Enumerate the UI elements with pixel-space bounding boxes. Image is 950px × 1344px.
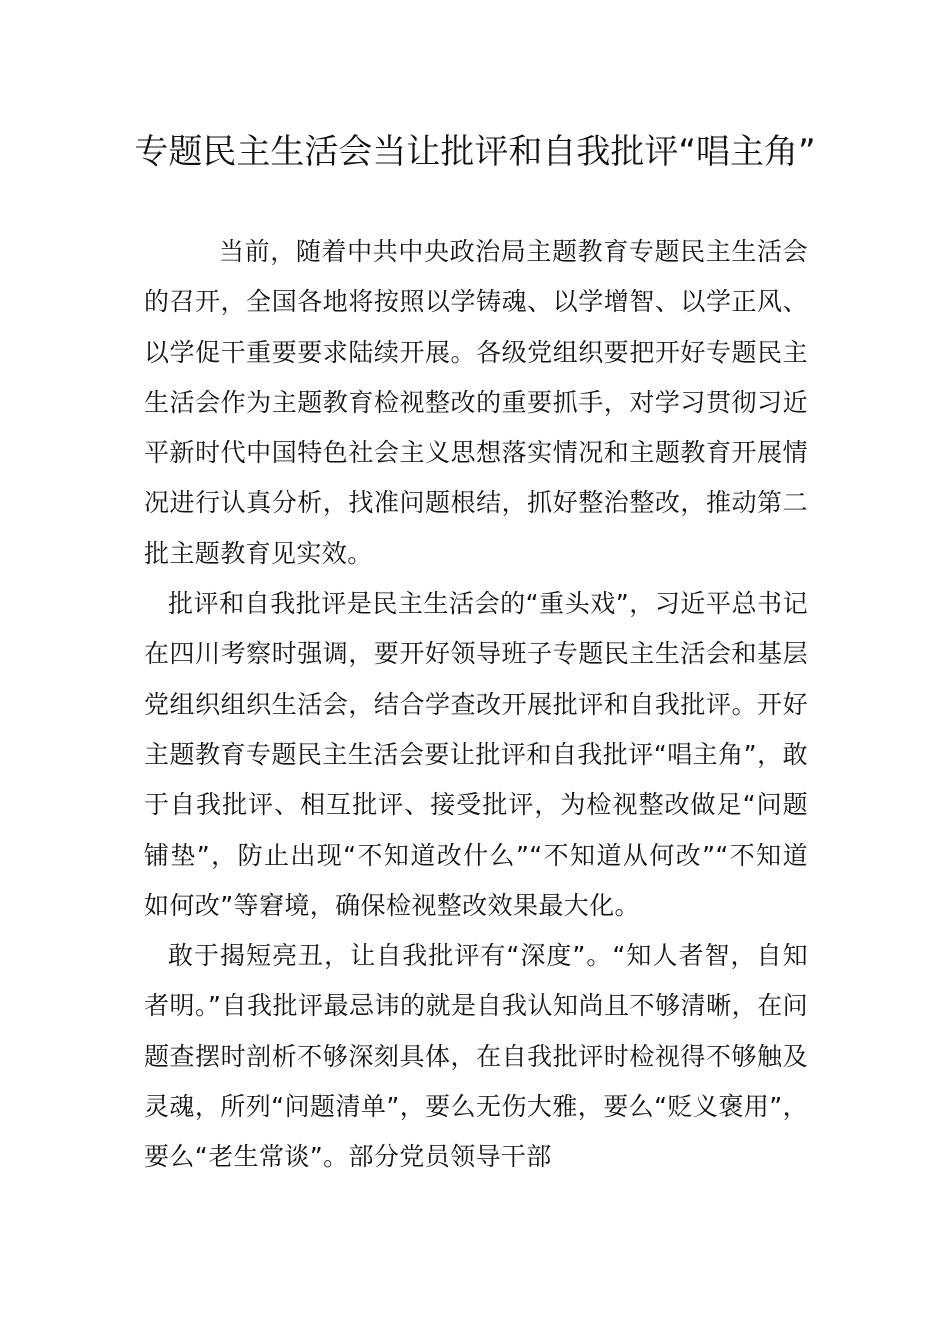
document-title: 专题民主生活会当让批评和自我批评“唱主角”: [134, 132, 816, 172]
document-body: [144, 227, 808, 1183]
paragraph-intro: 当前，随着中共中央政治局主题教育专题民主生活会的召开，全国各地将按照以学铸魂、以学增智、以学正风、以学促干重要要求陆续开展。各级党组织要把开好专题民主生活会作为主题教育检视整改的重要抓手，对学习贯彻习近平新时代中国特色社会主义思想落实情况和主题教育开展情况进行认真分析，找准问题根结，抓好整治整改，推动第二批主题教育见实效。: [144, 237, 808, 568]
paragraph-criticism: 批评和自我批评是民主生活会的“重头戏”，习近平总书记在四川考察时强调，要开好领导班子专题民主生活会和基层党组织组织生活会，结合学查改开展批评和自我批评。开好主题教育专题民主生活会要让批评和自我批评“唱主角”，敢于自我批评、相互批评、接受批评，为检视整改做足“问题铺垫”，防止出现“不知道改什么”“不知道从何改”“不知道如何改”等窘境，确保检视整改效果最大化。: [144, 589, 808, 920]
paragraph-self-criticism-depth: 敢于揭短亮丑，让自我批评有“深度”。“知人者智，自知者明。”自我批评最忌讳的就是自我认知尚且不够清晰，在问题查摆时剖析不够深刻具体，在自我批评时检视得不够触及灵魂，所列“问题清单”，要么无伤大雅，要么“贬义褒用”，要么“老生常谈”。部分党员领导干部: [144, 941, 808, 1172]
